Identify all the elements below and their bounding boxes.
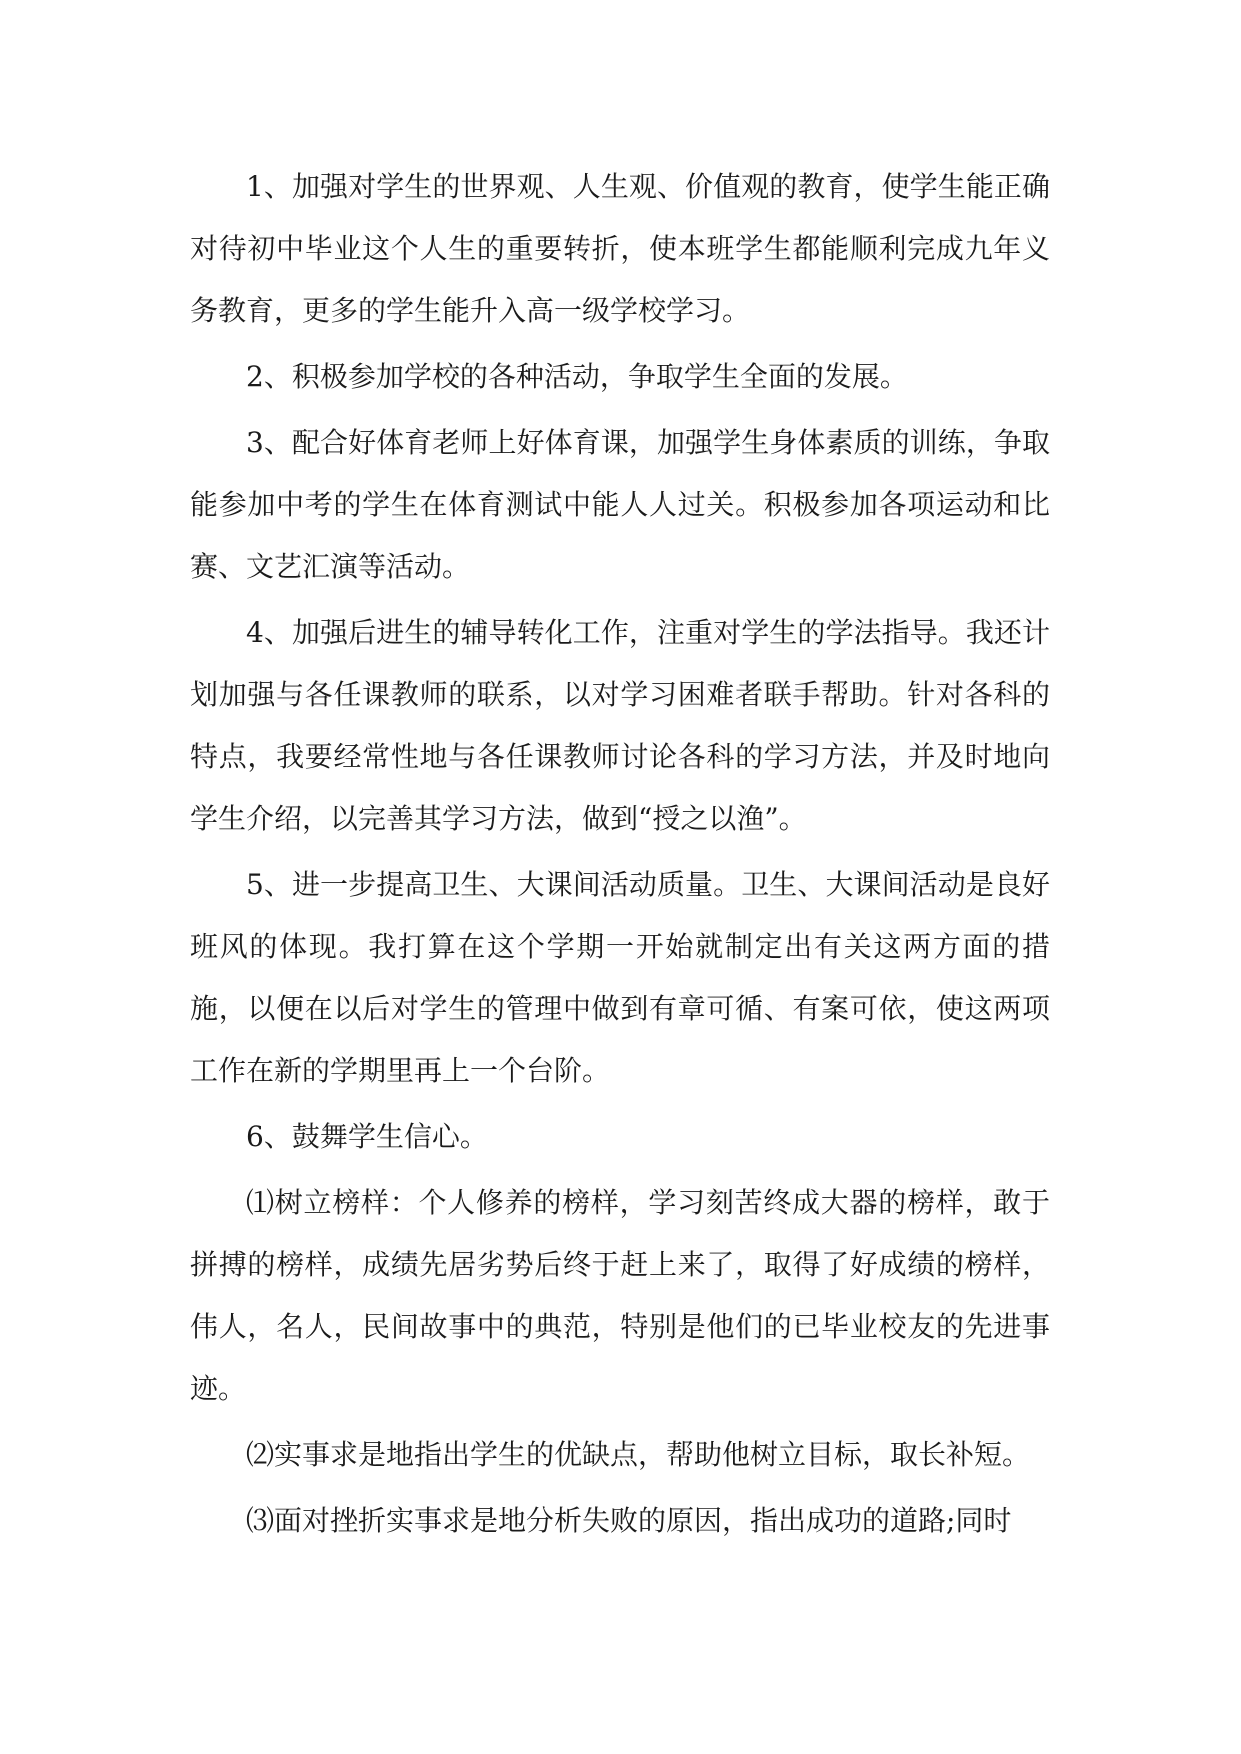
paragraph-6-3: ⑶面对挫折实事求是地分析失败的原因，指出成功的道路;同时	[246, 1504, 1012, 1537]
paragraph-2: 2、积极参加学校的各种活动，争取学生全面的发展。	[246, 360, 908, 393]
paragraph-6-1: ⑴树立榜样：个人修养的榜样，学习刻苦终成大器的榜样，敢于拼搏的榜样，成绩先居劣势后终于赶上来了，取得了好成绩的榜样，伟人，名人，民间故事中的典范，特别是他们的已毕业校友的先进事迹。	[190, 1186, 1050, 1405]
paragraph-3: 3、配合好体育老师上好体育课，加强学生身体素质的训练，争取能参加中考的学生在体育测试中能人人过关。积极参加各项运动和比赛、文艺汇演等活动。	[190, 426, 1050, 583]
paragraph-6-2: ⑵实事求是地指出学生的优缺点，帮助他树立目标，取长补短。	[246, 1438, 1031, 1471]
document-body	[190, 156, 1050, 1552]
paragraph-6: 6、鼓舞学生信心。	[246, 1120, 488, 1153]
paragraph-4: 4、加强后进生的辅导转化工作，注重对学生的学法指导。我还计划加强与各任课教师的联系，以对学习困难者联手帮助。针对各科的特点，我要经常性地与各任课教师讨论各科的学习方法，并及时地向学生介绍，以完善其学习方法，做到“授之以渔”。	[190, 616, 1050, 835]
paragraph-5: 5、进一步提高卫生、大课间活动质量。卫生、大课间活动是良好班风的体现。我打算在这个学期一开始就制定出有关这两方面的措施，以便在以后对学生的管理中做到有章可循、有案可依，使这两项工作在新的学期里再上一个台阶。	[190, 868, 1050, 1087]
paragraph-1: 1、加强对学生的世界观、人生观、价值观的教育，使学生能正确对待初中毕业这个人生的重要转折，使本班学生都能顺利完成九年义务教育，更多的学生能升入高一级学校学习。	[190, 170, 1050, 327]
